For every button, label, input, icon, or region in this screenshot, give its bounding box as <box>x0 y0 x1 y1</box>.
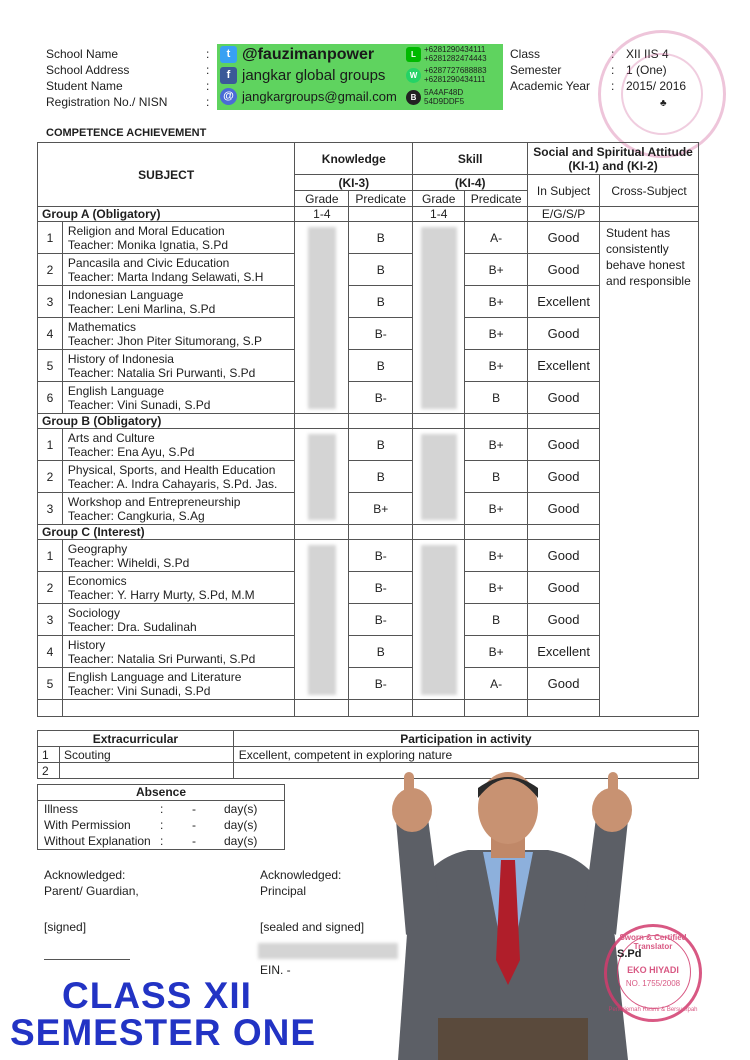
knowledge-predicate: B <box>349 429 413 461</box>
participation-header: Participation in activity <box>233 731 698 747</box>
extra-no-1: 1 <box>38 747 60 763</box>
row-number: 4 <box>38 318 63 350</box>
subject-teacher: Teacher: Cangkuria, S.Ag <box>67 508 205 523</box>
absence-unit: day(s) <box>224 818 258 832</box>
attitude-in-subject: Good <box>528 461 600 493</box>
extra-participation-1: Excellent, competent in exploring nature <box>233 747 698 763</box>
skill-predicate: B <box>465 604 528 636</box>
subject-cell <box>62 493 294 525</box>
table-row <box>38 222 699 254</box>
skill-predicate: B+ <box>465 493 528 525</box>
knowledge-predicate: B <box>349 286 413 318</box>
subject-teacher: Teacher: Dra. Sudalinah <box>67 619 197 634</box>
row-number: 2 <box>38 572 63 604</box>
skill-predicate: A- <box>465 668 528 700</box>
redaction-block <box>421 545 457 695</box>
cross-subject-header: Cross-Subject <box>600 175 699 207</box>
absence-colon: : <box>160 834 164 848</box>
table-row <box>38 668 699 700</box>
subject-name: English Language and Literature <box>67 669 242 684</box>
club-mark-icon: ♣ <box>660 98 667 109</box>
stamp-text: Sworn & Certified Translator <box>619 933 687 951</box>
promo-facebook: jangkar global groups <box>242 67 386 84</box>
line-phone-2: +6281282474443 <box>424 54 487 63</box>
subject-name: History of Indonesia <box>67 351 174 366</box>
header-right <box>510 46 590 94</box>
facebook-icon: f <box>220 67 237 84</box>
competence-table <box>37 142 699 717</box>
wa-phone-1: +6287727688883 <box>424 66 487 75</box>
subject-cell <box>62 350 294 382</box>
semester-value: 1 (One) <box>626 63 667 77</box>
group-name: Group A (Obligatory) <box>38 207 295 222</box>
knowledge-grade-range: 1-4 <box>295 207 349 222</box>
skill-grade-range: 1-4 <box>413 207 465 222</box>
subject-name: Economics <box>67 573 127 588</box>
subject-cell <box>62 254 294 286</box>
in-subject-header: In Subject <box>528 175 600 207</box>
attitude-in-subject: Excellent <box>528 636 600 668</box>
group-row <box>38 414 699 429</box>
attitude-in-subject: Good <box>528 254 600 286</box>
subject-cell <box>62 318 294 350</box>
redaction-block <box>421 434 457 520</box>
attitude-in-subject: Good <box>528 222 600 254</box>
extra-activity-2 <box>59 763 233 779</box>
table-row <box>38 461 699 493</box>
attitude-in-subject: Good <box>528 493 600 525</box>
header-left <box>46 46 167 110</box>
spd-label: S.Pd <box>617 948 642 960</box>
blank-cell <box>465 525 528 540</box>
principal-ack: Acknowledged: <box>260 868 342 882</box>
group-name: Group C (Interest) <box>38 525 295 540</box>
promo-twitter: @fauzimanpower <box>242 45 375 63</box>
subject-name: English Language <box>67 383 165 398</box>
knowledge-predicate: B <box>349 636 413 668</box>
skill-predicate: B+ <box>465 540 528 572</box>
bbm-pin-1: 5A4AF48D <box>424 88 464 97</box>
subject-cell <box>62 572 294 604</box>
promo-handles <box>220 44 397 107</box>
subject-name: Physical, Sports, and Health Education <box>67 462 276 477</box>
absence-label: With Permission <box>44 818 131 832</box>
subject-name: Workshop and Entrepreneurship <box>67 494 241 509</box>
principal-signed: [sealed and signed] <box>260 920 365 934</box>
blank-cell <box>349 700 413 717</box>
skill-predicate: B+ <box>465 429 528 461</box>
knowledge-predicate: B <box>349 254 413 286</box>
table-row <box>38 636 699 668</box>
blank-cell <box>600 207 699 222</box>
subject-teacher: Teacher: Leni Marlina, S.Pd <box>67 301 216 316</box>
line-phone-1: +6281290434111 <box>424 45 486 54</box>
ein-label: EIN. - <box>260 963 291 977</box>
table-row <box>38 318 699 350</box>
row-number: 3 <box>38 604 63 636</box>
subject-teacher: Teacher: Y. Harry Murty, S.Pd, M.M <box>67 587 255 602</box>
parent-ack: Acknowledged: <box>44 868 126 882</box>
subject-cell <box>62 429 294 461</box>
subject-teacher: Teacher: Ena Ayu, S.Pd <box>67 444 195 459</box>
subject-cell <box>62 286 294 318</box>
subject-name: Religion and Moral Education <box>67 223 225 238</box>
subject-teacher: Teacher: Wiheldi, S.Pd <box>67 555 190 570</box>
overlay-line-1: CLASS XII <box>62 975 252 1016</box>
semester-label: Semester <box>510 63 562 77</box>
parent-sign-line <box>44 959 130 960</box>
blank-cell <box>413 414 465 429</box>
knowledge-predicate: B- <box>349 572 413 604</box>
absence-unit: day(s) <box>224 834 258 848</box>
table-row <box>38 286 699 318</box>
stamp-number: NO. 1755/2008 <box>625 979 681 988</box>
academic-year-label: Academic Year <box>510 79 591 93</box>
bbm-icon: B <box>406 90 421 105</box>
overlay-line-2: SEMESTER ONE <box>10 1012 316 1053</box>
person-photo <box>378 760 648 1060</box>
blank-cell <box>528 414 600 429</box>
attitude-in-subject: Good <box>528 572 600 604</box>
skill-grade-redacted <box>413 222 465 414</box>
group-row <box>38 207 699 222</box>
subject-teacher: Teacher: Vini Sunadi, S.Pd <box>67 683 211 698</box>
row-number: 4 <box>38 636 63 668</box>
academic-year-value: 2015/ 2016 <box>626 79 687 93</box>
blank-cell <box>349 414 413 429</box>
parent-signed: [signed] <box>44 920 87 934</box>
stamp-bottom: Penerjemah Resmi & Bersumpah <box>608 1007 698 1013</box>
blank-cell <box>528 525 600 540</box>
table-row <box>38 429 699 461</box>
attitude-in-subject: Excellent <box>528 286 600 318</box>
attitude-range: E/G/S/P <box>528 207 600 222</box>
absence-value: - <box>192 834 196 848</box>
blank-cell <box>349 525 413 540</box>
group-name: Group B (Obligatory) <box>38 414 295 429</box>
knowledge-grade-redacted <box>295 429 349 525</box>
absence-row <box>44 833 284 849</box>
table-row <box>38 604 699 636</box>
school-name-label: School Name <box>46 47 119 61</box>
line-icon: L <box>406 47 421 62</box>
subject-teacher: Teacher: Natalia Sri Purwanti, S.Pd <box>67 651 256 666</box>
table-row <box>38 382 699 414</box>
extracurricular-header: Extracurricular <box>38 731 234 747</box>
subject-teacher: Teacher: Natalia Sri Purwanti, S.Pd <box>67 365 256 380</box>
registration-label: Registration No./ NISN <box>46 95 168 109</box>
skill-ki: (KI-4) <box>413 175 528 191</box>
knowledge-predicate: B- <box>349 668 413 700</box>
absence-row <box>44 817 284 833</box>
blank-cell <box>413 700 465 717</box>
row-number: 3 <box>38 286 63 318</box>
blank-cell <box>295 700 349 717</box>
redaction-block <box>308 545 336 695</box>
twitter-icon: t <box>220 46 237 63</box>
subject-teacher: Teacher: Jhon Piter Situmorang, S.P <box>67 333 263 348</box>
subject-cell <box>62 540 294 572</box>
extra-no-2: 2 <box>38 763 60 779</box>
row-number: 6 <box>38 382 63 414</box>
skill-grade-redacted <box>413 429 465 525</box>
absence-colon: : <box>160 818 164 832</box>
wa-phone-2: +6281290434111 <box>424 75 486 84</box>
blank-cell <box>465 414 528 429</box>
redaction-block <box>421 227 457 409</box>
table-row <box>38 493 699 525</box>
stamp-name: EKO HIYADI <box>627 965 679 975</box>
promo-contacts <box>406 44 503 108</box>
absence-value: - <box>192 818 196 832</box>
table-row <box>38 540 699 572</box>
school-address-label: School Address <box>46 63 130 77</box>
row-number: 2 <box>38 461 63 493</box>
knowledge-predicate: B <box>349 350 413 382</box>
subject-teacher: Teacher: Monika Ignatia, S.Pd <box>67 237 229 252</box>
absence-box <box>37 784 285 850</box>
absence-unit: day(s) <box>224 802 258 816</box>
skill-predicate: B+ <box>465 286 528 318</box>
knowledge-grade-header: Grade <box>295 191 349 207</box>
blank-cell <box>38 700 63 717</box>
skill-predicate-header: Predicate <box>465 191 528 207</box>
group-row <box>38 525 699 540</box>
competence-title: COMPETENCE ACHIEVEMENT <box>46 127 207 139</box>
absence-row <box>44 801 284 817</box>
skill-predicate: B+ <box>465 318 528 350</box>
student-name-label: Student Name <box>46 79 123 93</box>
knowledge-predicate: B- <box>349 540 413 572</box>
skill-grade-redacted <box>413 540 465 700</box>
knowledge-grade-redacted <box>295 540 349 700</box>
attitude-header: Social and Spiritual Attitude (KI-1) and (KI-2) <box>528 143 699 175</box>
extra-activity-1: Scouting <box>59 747 233 763</box>
row-number: 2 <box>38 254 63 286</box>
knowledge-predicate: B+ <box>349 493 413 525</box>
skill-grade-header: Grade <box>413 191 465 207</box>
email-icon: @ <box>220 88 237 105</box>
blank-cell <box>62 700 294 717</box>
subject-name: Arts and Culture <box>67 430 155 445</box>
attitude-in-subject: Good <box>528 382 600 414</box>
knowledge-predicate: B- <box>349 318 413 350</box>
subject-cell <box>62 636 294 668</box>
blank-cell <box>295 414 349 429</box>
row-number: 1 <box>38 222 63 254</box>
bbm-pin-2: 54D9DDF5 <box>424 97 465 106</box>
parent-role: Parent/ Guardian, <box>44 884 139 898</box>
header-right-colons: : : : <box>611 47 615 93</box>
row-number: 1 <box>38 429 63 461</box>
table-row <box>38 254 699 286</box>
subject-name: Sociology <box>67 605 120 620</box>
absence-header: Absence <box>38 785 284 801</box>
skill-predicate: B+ <box>465 636 528 668</box>
subject-teacher: Teacher: Vini Sunadi, S.Pd <box>67 397 211 412</box>
subject-cell <box>62 668 294 700</box>
skill-predicate: B+ <box>465 350 528 382</box>
attitude-in-subject: Excellent <box>528 350 600 382</box>
absence-colon: : <box>160 802 164 816</box>
empty-row <box>38 700 699 717</box>
attitude-in-subject: Good <box>528 318 600 350</box>
principal-signature <box>260 867 364 935</box>
knowledge-predicate: B <box>349 461 413 493</box>
attitude-in-subject: Good <box>528 668 600 700</box>
absence-label: Illness <box>44 802 79 816</box>
knowledge-predicate: B- <box>349 604 413 636</box>
blank-cell <box>528 700 600 717</box>
row-number: 1 <box>38 540 63 572</box>
row-number: 3 <box>38 493 63 525</box>
subject-name: Mathematics <box>67 319 136 334</box>
subject-cell <box>62 604 294 636</box>
knowledge-predicate: B- <box>349 382 413 414</box>
redaction-block <box>308 227 336 409</box>
blank-cell <box>413 525 465 540</box>
attitude-in-subject: Good <box>528 604 600 636</box>
subject-name: Indonesian Language <box>67 287 184 302</box>
knowledge-ki: (KI-3) <box>295 175 413 191</box>
knowledge-grade-redacted <box>295 222 349 414</box>
subject-teacher: Teacher: Marta Indang Selawati, S.H <box>67 269 264 284</box>
skill-predicate: A- <box>465 222 528 254</box>
skill-predicate: B <box>465 382 528 414</box>
subject-name: Pancasila and Civic Education <box>67 255 230 270</box>
whatsapp-icon: W <box>406 68 421 83</box>
subject-cell <box>62 222 294 254</box>
skill-header: Skill <box>413 143 528 175</box>
row-number: 5 <box>38 668 63 700</box>
table-row <box>38 350 699 382</box>
cross-subject-note: Student has consistently behave honest and responsible <box>600 222 699 717</box>
table-row <box>38 572 699 604</box>
parent-signature <box>44 867 139 960</box>
blank-cell <box>465 700 528 717</box>
subject-name: History <box>67 637 106 652</box>
principal-name-redacted <box>258 943 398 959</box>
blank-cell <box>295 525 349 540</box>
class-value: XII IIS 4 <box>626 47 669 61</box>
redaction-block <box>308 434 336 520</box>
subject-cell <box>62 382 294 414</box>
faded-seal <box>598 30 726 158</box>
row-number: 5 <box>38 350 63 382</box>
blank-cell <box>349 207 413 222</box>
subject-header: SUBJECT <box>38 143 295 207</box>
absence-label: Without Explanation <box>44 834 151 848</box>
knowledge-predicate-header: Predicate <box>349 191 413 207</box>
principal-role: Principal <box>260 884 307 898</box>
knowledge-header: Knowledge <box>295 143 413 175</box>
subject-cell <box>62 461 294 493</box>
knowledge-predicate: B <box>349 222 413 254</box>
attitude-in-subject: Good <box>528 540 600 572</box>
class-label: Class <box>510 47 541 61</box>
header-colons: : : : : <box>206 47 210 109</box>
promo-email: jangkargroups@gmail.com <box>242 89 397 104</box>
skill-predicate: B <box>465 461 528 493</box>
skill-predicate: B+ <box>465 572 528 604</box>
blank-cell <box>465 207 528 222</box>
translator-stamp <box>604 924 702 1022</box>
skill-predicate: B+ <box>465 254 528 286</box>
attitude-in-subject: Good <box>528 429 600 461</box>
subject-name: Geography <box>67 541 128 556</box>
absence-value: - <box>192 802 196 816</box>
subject-teacher: Teacher: A. Indra Cahayaris, S.Pd. Jas. <box>67 476 278 491</box>
